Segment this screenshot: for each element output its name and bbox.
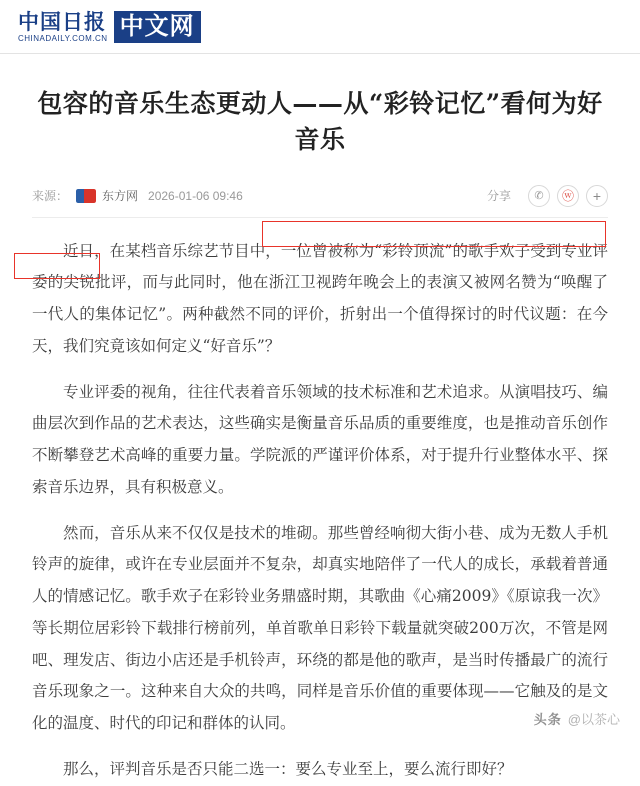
site-masthead	[0, 0, 640, 54]
watermark	[534, 709, 622, 728]
paragraph-2: 专业评委的视角，往往代表着音乐领域的技术标准和艺术追求。从演唱技巧、编曲层次到作品的艺术表达，这些确实是衡量音乐品质的重要维度，也是推动音乐创作不断攀登艺术高峰的重要力量。学院派的严谨评价体系，对于提升行业整体水平、探索音乐边界，具有积极意义。	[32, 382, 608, 496]
logo-chinese-name: 中国日报	[18, 8, 106, 34]
source-logo-icon	[76, 189, 96, 203]
article-body	[32, 236, 608, 786]
watermark-handle: @以茶心	[567, 712, 620, 727]
weibo-icon[interactable]: ⓦ	[557, 185, 579, 207]
logo-domain-text: CHINADAILY.COM.CN	[18, 33, 108, 43]
paragraph-4: 那么，评判音乐是否只能二选一：要么专业至上，要么流行即好？	[63, 759, 513, 778]
more-share-icon[interactable]: +	[586, 185, 608, 207]
paragraph-1: 近日，在某档音乐综艺节目中，一位曾被称为“彩铃顶流”的歌手欢子受到专业评委的尖锐批评，而与此同时，他在浙江卫视跨年晚会上的表演又被网名赞为“唤醒了一代人的集体记忆”。两种截然不同的评价，折射出一个值得探讨的时代议题：在今天，我们究竟该如何定义“好音乐”？	[32, 241, 608, 355]
article-container	[0, 54, 640, 786]
article-meta-row	[32, 185, 608, 218]
source-name[interactable]: 东方网	[102, 189, 139, 203]
source-label: 来源：	[32, 189, 69, 203]
logo-chinadaily	[18, 8, 108, 43]
logo-chinese-edition-badge: 中文网	[114, 11, 201, 42]
page-title: 包容的音乐生态更动人——从“彩铃记忆”看何为好音乐	[37, 89, 603, 155]
publish-date: 2026-01-06 09:46	[148, 188, 243, 203]
site-logo[interactable]	[18, 8, 201, 43]
wechat-icon[interactable]: ✆	[528, 185, 550, 207]
share-label: 分享	[486, 189, 511, 203]
paragraph-3: 然而，音乐从来不仅仅是技术的堆砌。那些曾经响彻大街小巷、成为无数人手机铃声的旋律，或许在专业层面并不复杂，却真实地陪伴了一代人的成长，承载着普通人的情感记忆。歌手欢子在彩铃业务鼎盛时期，其歌曲《心痛2009》《原谅我一次》等长期位居彩铃下载排行榜前列，单首歌单日彩铃下载量就突破200万次，不管是网吧、理发店、街边小店还是手机铃声，环绕的都是他的歌声，是当时传播最广的流行音乐现象之一。这种来自大众的共鸣，同样是音乐价值的重要体现——它触及的是文化的温度、时代的印记和群体的认同。	[32, 523, 608, 733]
watermark-brand: 头条	[533, 712, 562, 727]
